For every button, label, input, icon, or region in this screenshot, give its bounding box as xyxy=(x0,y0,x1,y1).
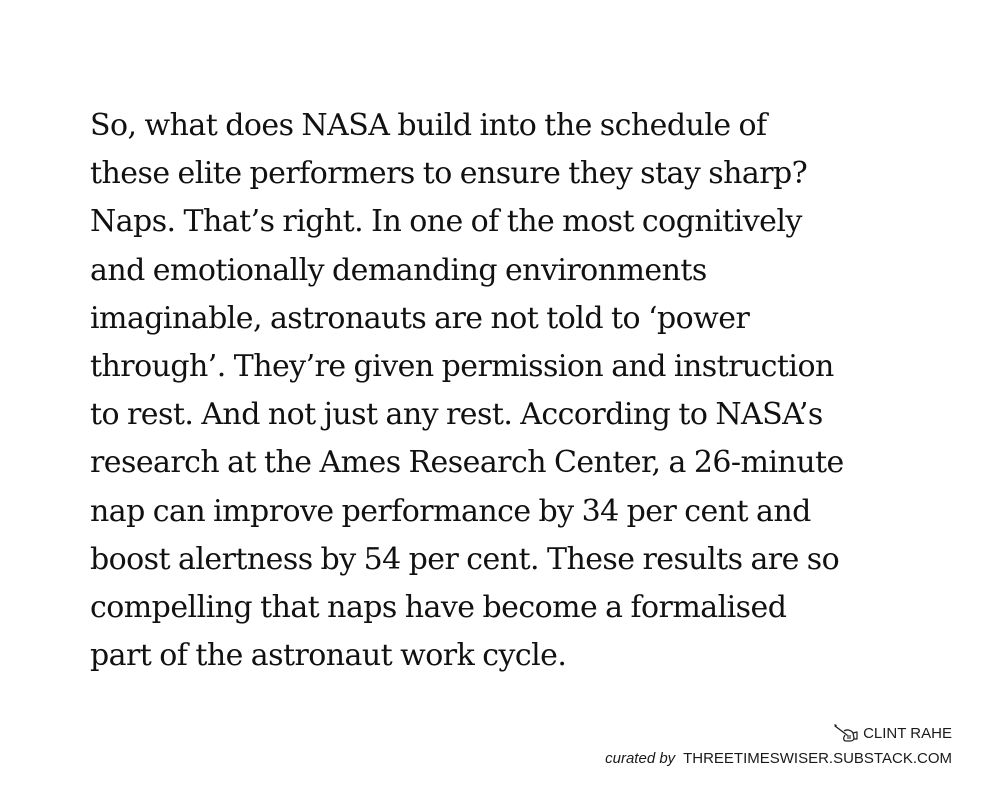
quote-line: So, what does NASA build into the schedule of xyxy=(90,108,767,143)
author-name: CLINT RAHE xyxy=(863,724,952,742)
quote-text xyxy=(90,102,950,680)
attribution xyxy=(605,722,952,768)
quote-line: boost alertness by 54 per cent. These results are so xyxy=(90,541,840,577)
quote-line: imaginable, astronauts are not told to ‘power xyxy=(90,300,750,336)
quote-line: part of the astronaut work cycle. xyxy=(90,638,567,674)
quote-line: compelling that naps have become a formalised xyxy=(90,590,787,626)
quill-pen-icon xyxy=(833,722,859,744)
quote-line: these elite performers to ensure they stay sharp? xyxy=(90,156,808,192)
quote-line: and emotionally demanding environments xyxy=(90,252,707,288)
curated-source[interactable]: THREETIMESWISER.SUBSTACK.COM xyxy=(683,750,952,767)
author-row xyxy=(605,722,952,744)
curated-label: curated by xyxy=(605,750,676,767)
quote-line: to rest. And not just any rest. According to NASA’s xyxy=(90,397,823,433)
quote-line: through’. They’re given permission and instruction xyxy=(90,349,834,385)
quote-line: Naps. That’s right. In one of the most cognitively xyxy=(90,204,802,240)
curated-row xyxy=(605,750,952,768)
quote-line: research at the Ames Research Center, a 26-minute xyxy=(90,445,844,481)
quote-line: nap can improve performance by 34 per cent and xyxy=(90,493,811,529)
